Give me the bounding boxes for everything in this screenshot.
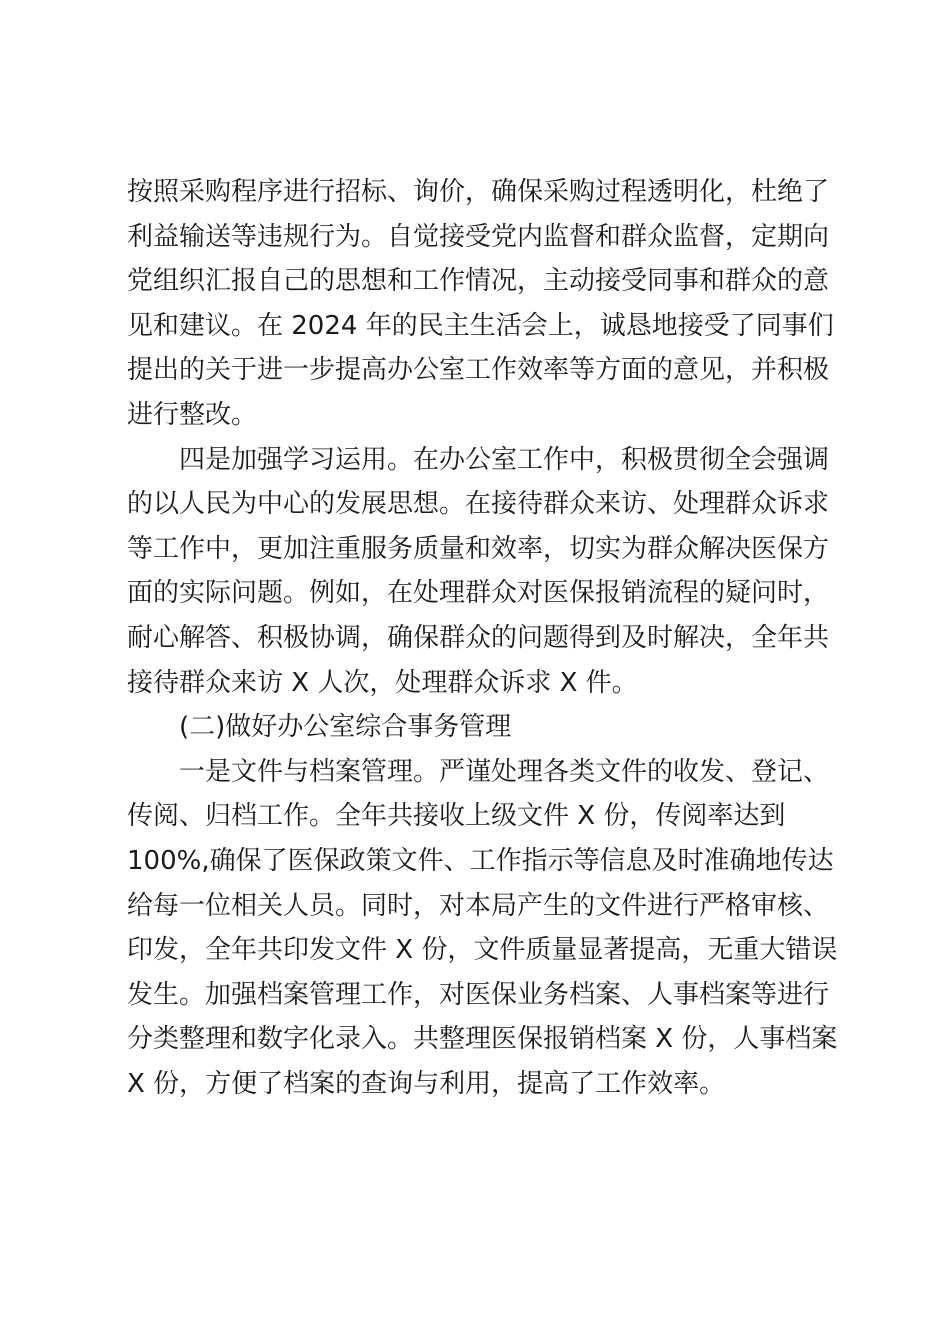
paragraph-first-line: 四是加强学习运用。在办公室工作中，积极贯彻全会强调 bbox=[179, 444, 830, 475]
text-line: 耐心解答、积极协调，确保群众的问题得到及时解决，全年共 bbox=[127, 622, 830, 653]
text-line: 100%,确保了医保政策文件、工作指示等信息及时准确地传达 bbox=[127, 845, 834, 876]
text-line: 等工作中，更加注重服务质量和效率，切实为群众解决医保方 bbox=[127, 533, 830, 564]
text-line: 利益输送等违规行为。自觉接受党内监督和群众监督，定期向 bbox=[127, 221, 830, 252]
text-line: 进行整改。 bbox=[127, 399, 258, 430]
text-line: 接待群众来访 X 人次，处理群众诉求 X 件。 bbox=[127, 667, 638, 698]
text-line: 发生。加强档案管理工作，对医保业务档案、人事档案等进行 bbox=[127, 979, 830, 1010]
text-line: 党组织汇报自己的思想和工作情况，主动接受同事和群众的意 bbox=[127, 266, 830, 297]
text-line: 见和建议。在 2024 年的民主生活会上，诚恳地接受了同事们 bbox=[127, 310, 834, 341]
text-line: 的以人民为中心的发展思想。在接待群众来访、处理群众诉求 bbox=[127, 489, 830, 520]
text-line: 提出的关于进一步提高办公室工作效率等方面的意见，并积极 bbox=[127, 355, 830, 386]
text-line: 按照采购程序进行招标、询价，确保采购过程透明化，杜绝了 bbox=[127, 177, 830, 207]
text-line: 印发，全年共印发文件 X 份，文件质量显著提高，无重大错误 bbox=[127, 935, 838, 966]
text-line: 传阅、归档工作。全年共接收上级文件 X 份，传阅率达到 bbox=[127, 801, 786, 832]
text-line: 分类整理和数字化录入。共整理医保报销档案 X 份，人事档案 bbox=[127, 1024, 838, 1055]
text-line: X 份，方便了档案的查询与利用，提高了工作效率。 bbox=[127, 1068, 726, 1099]
text-line: 面的实际问题。例如，在处理群众对医保报销流程的疑问时， bbox=[127, 578, 830, 609]
document-body bbox=[127, 170, 838, 1106]
text-line: 给每一位相关人员。同时，对本局产生的文件进行严格审核、 bbox=[127, 890, 830, 921]
section-heading: (二)做好办公室综合事务管理 bbox=[179, 712, 512, 743]
paragraph-first-line: 一是文件与档案管理。严谨处理各类文件的收发、登记、 bbox=[179, 756, 830, 787]
